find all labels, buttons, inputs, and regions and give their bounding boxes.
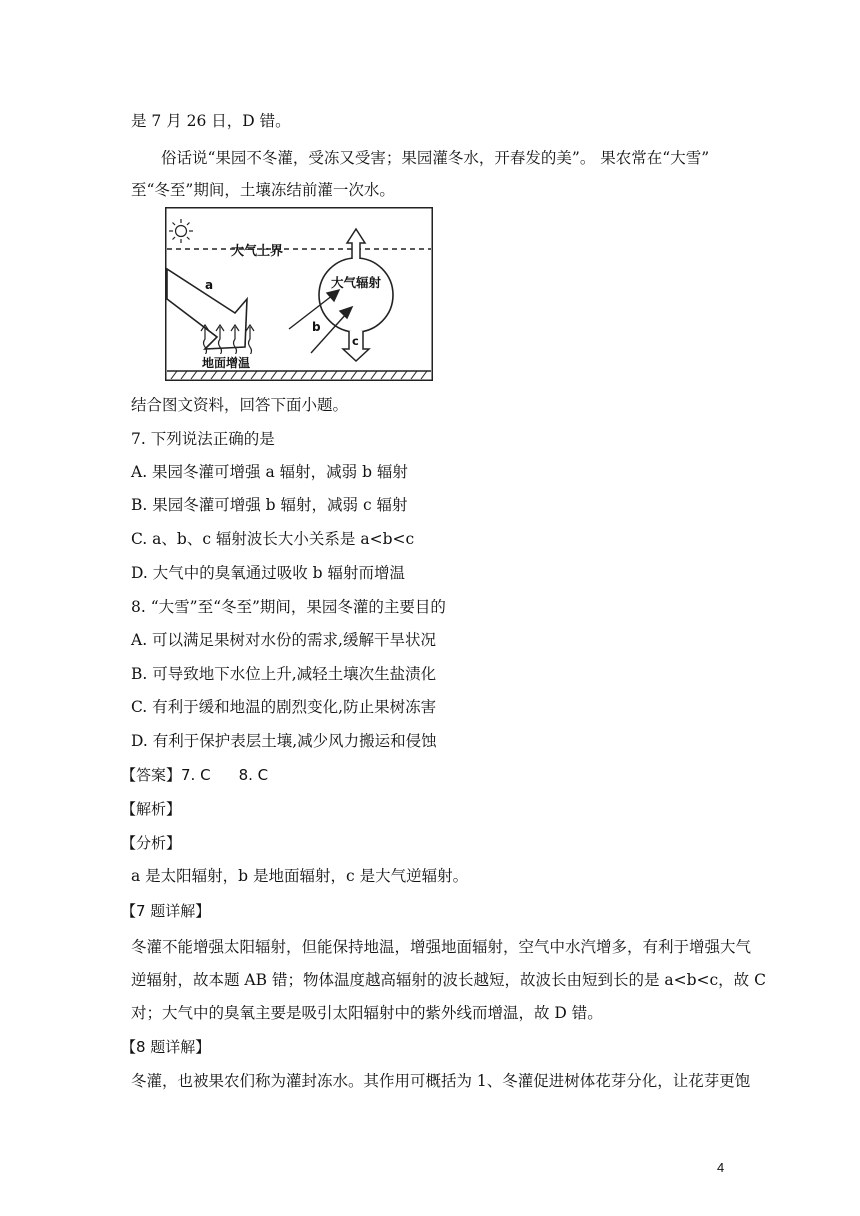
label-b: b [312, 320, 321, 334]
answer-7: 7. C [181, 766, 211, 784]
option-7d: D. 大气中的臭氧通过吸收 b 辐射而增温 [131, 564, 406, 582]
option-8a: A. 可以满足果树对水份的需求,缓解干旱状况 [131, 631, 436, 649]
option-7b: B. 果园冬灌可增强 b 辐射，减弱 c 辐射 [131, 496, 408, 514]
option-8c: C. 有利于缓和地温的剧烈变化,防止果树冻害 [131, 698, 437, 716]
option-7a: A. 果园冬灌可增强 a 辐射，减弱 b 辐射 [131, 463, 408, 481]
page-number: 4 [717, 1160, 725, 1175]
answer-row [121, 764, 268, 785]
paragraph: 至“冬至”期间，土壤冻结前灌一次水。 [131, 181, 395, 199]
section-heading: 【分析】 [121, 834, 182, 852]
label-a: a [205, 278, 214, 292]
paragraph: 是 7 月 26 日，D 错。 [131, 112, 291, 130]
section-heading: 【7 题详解】 [121, 902, 211, 920]
option-8d: D. 有利于保护表层土壤,减少风力搬运和侵蚀 [131, 732, 437, 750]
paragraph: 对；大气中的臭氧主要是吸引太阳辐射中的紫外线而增温，故 D 错。 [131, 1004, 603, 1022]
section-heading: 【8 题详解】 [121, 1038, 211, 1056]
answer-8: 8. C [238, 766, 269, 784]
section-heading: 【解析】 [121, 800, 182, 818]
paragraph: 结合图文资料，回答下面小题。 [131, 396, 349, 414]
paragraph: 冬灌，也被果农们称为灌封冻水。其作用可概括为 1、冬灌促进树体花芽分化，让花芽更饱 [131, 1072, 751, 1090]
atmosphere-label: 大气辐射 [331, 275, 382, 290]
upper-atmosphere-label: 大气上界 [231, 244, 284, 259]
radiation-diagram [165, 207, 433, 381]
label-c: c [352, 334, 359, 348]
paragraph: 俗话说“果园不冬灌，受冻又受害；果园灌冬水，开春发的美”。 果农常在“大雪” [161, 149, 710, 167]
option-8b: B. 可导致地下水位上升,减轻土壤次生盐渍化 [131, 665, 437, 683]
paragraph: 逆辐射，故本题 AB 错；物体温度越高辐射的波长越短，故波长由短到长的是 a<b<c，故 C [131, 971, 766, 989]
paragraph: a 是太阳辐射，b 是地面辐射，c 是大气逆辐射。 [131, 867, 469, 885]
question-8-stem: 8. “大雪”至“冬至”期间，果园冬灌的主要目的 [131, 598, 446, 616]
question-7-stem: 7. 下列说法正确的是 [131, 430, 275, 448]
answer-label: 【答案】 [121, 766, 182, 784]
ground-heating-label: 地面增温 [202, 356, 251, 370]
paragraph: 冬灌不能增强太阳辐射，但能保持地温，增强地面辐射，空气中水汽增多，有利于增强大气 [131, 938, 752, 956]
option-7c: C. a、b、c 辐射波长大小关系是 a<b<c [131, 530, 415, 548]
